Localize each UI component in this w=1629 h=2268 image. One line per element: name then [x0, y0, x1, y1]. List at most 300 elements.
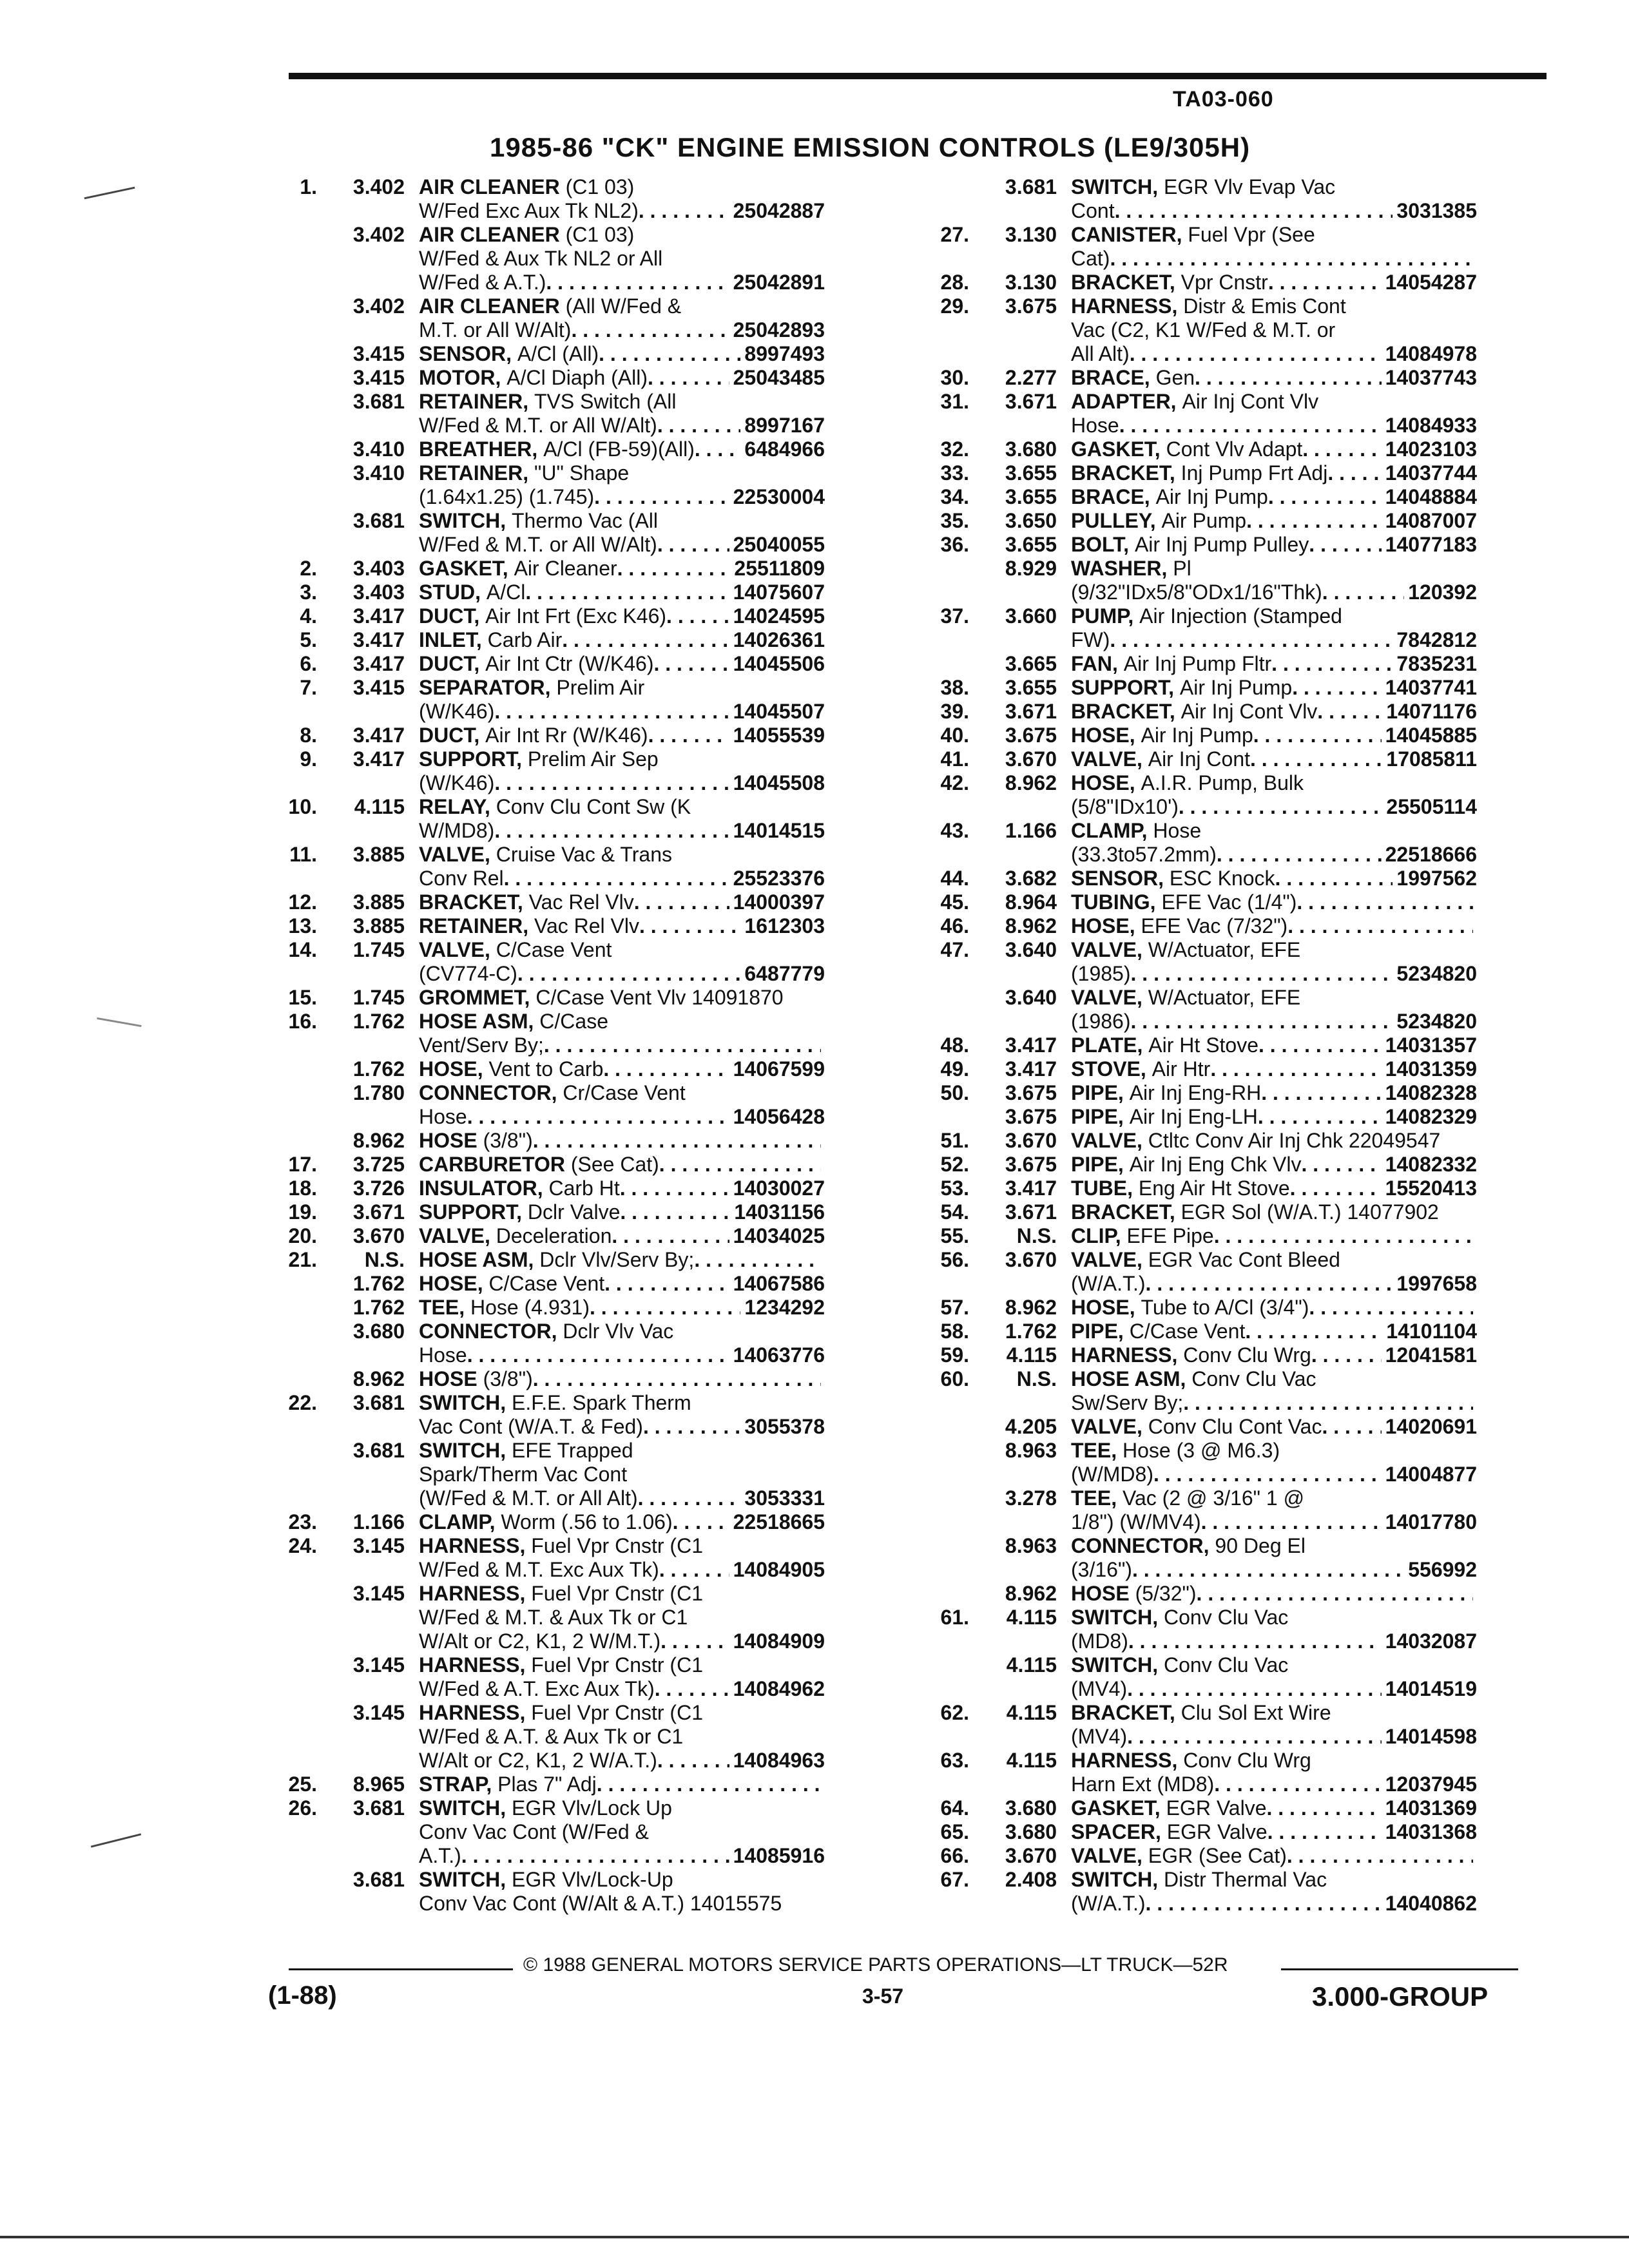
part-entry — [918, 1749, 1477, 1796]
part-description — [419, 652, 825, 676]
group-code: 3.681 — [352, 509, 405, 532]
parts-column-right — [918, 175, 1477, 1916]
part-number: 14055539 — [733, 724, 825, 747]
ref-number: 41. — [940, 747, 969, 771]
ref-number: 13. — [288, 914, 317, 937]
leader-dots — [1214, 1224, 1473, 1248]
part-description — [1071, 700, 1477, 724]
part-number: 14085916 — [733, 1844, 825, 1867]
part-entry — [265, 1081, 825, 1129]
ref-number: 27. — [940, 223, 969, 246]
description-line: Hose (4.931) — [470, 1296, 590, 1319]
part-entry — [918, 652, 1477, 676]
part-entry — [918, 557, 1477, 604]
group-code: 3.403 — [352, 557, 405, 580]
group-code: 8.964 — [1005, 890, 1057, 914]
group-code: 3.725 — [352, 1153, 405, 1176]
ref-number: 47. — [940, 938, 969, 961]
part-number: 1997562 — [1396, 867, 1477, 890]
part-description — [1071, 1367, 1477, 1415]
leader-dots — [1132, 1558, 1404, 1582]
leader-dots — [612, 1224, 729, 1248]
group-code: 8.962 — [1005, 914, 1057, 937]
part-description — [419, 1153, 825, 1177]
part-description — [419, 1320, 825, 1367]
description-line: Gen — [1155, 366, 1195, 389]
part-number: 22518666 — [1385, 843, 1477, 866]
leader-dots — [1311, 1343, 1382, 1367]
group-code: 4.115 — [1006, 1606, 1057, 1629]
ref-number: 61. — [940, 1606, 969, 1629]
group-code: 3.682 — [1005, 867, 1057, 890]
group-code: 3.681 — [352, 1868, 405, 1891]
description-line: C/Case Vent Vlv 14091870 — [535, 986, 784, 1009]
leader-dots — [620, 1177, 729, 1200]
part-number: 14054287 — [1385, 271, 1477, 294]
part-name: VALVE, — [419, 938, 490, 961]
part-description — [419, 1701, 825, 1773]
ref-number: 49. — [940, 1057, 969, 1081]
part-number: 25042893 — [733, 318, 825, 341]
ref-number: 65. — [940, 1820, 969, 1843]
part-name: PLATE, — [1071, 1033, 1143, 1057]
part-description — [419, 1248, 825, 1272]
description-line: Air Htr — [1152, 1057, 1211, 1081]
part-entry — [265, 676, 825, 724]
ref-number: 46. — [940, 914, 969, 937]
leader-dots — [1115, 199, 1393, 223]
group-code: 4.115 — [354, 795, 405, 818]
part-entry — [265, 1653, 825, 1701]
ref-number: 30. — [940, 366, 969, 389]
part-name: PULLEY, — [1071, 509, 1156, 532]
part-entry — [918, 1701, 1477, 1749]
group-code: 3.640 — [1005, 938, 1057, 961]
ref-number: 63. — [940, 1749, 969, 1772]
part-name: DUCT, — [419, 724, 480, 747]
part-entry — [265, 581, 825, 604]
group-code: 3.675 — [1005, 1105, 1057, 1128]
ref-number: 3. — [300, 581, 317, 604]
description-line: (C1 03) — [565, 223, 635, 246]
description-line: Conv Clu Cont Vac — [1148, 1415, 1322, 1438]
part-description — [1071, 1796, 1477, 1820]
ref-number: 48. — [940, 1033, 969, 1057]
ref-number: 29. — [940, 294, 969, 318]
part-entry — [265, 986, 825, 1010]
description-line: W/Actuator, EFE — [1148, 938, 1301, 961]
part-entry — [918, 509, 1477, 533]
group-code: 3.130 — [1005, 223, 1057, 246]
part-entry — [918, 1105, 1477, 1129]
copyright-notice: © 1988 GENERAL MOTORS SERVICE PARTS OPERATIONS—LT TRUCK—52R — [523, 1954, 1228, 1975]
group-code: 1.762 — [352, 1057, 405, 1081]
part-name: TEE, — [1071, 1439, 1117, 1462]
part-name: HARNESS, — [1071, 1749, 1178, 1772]
part-description — [419, 437, 825, 461]
leader-dots — [634, 890, 729, 914]
part-number: 14020691 — [1385, 1415, 1477, 1438]
leader-dots — [594, 485, 729, 509]
part-number: 120392 — [1408, 581, 1477, 604]
part-name: AIR CLEANER — [419, 223, 560, 246]
part-entry — [265, 1510, 825, 1534]
leader-dots — [1127, 1725, 1382, 1749]
group-code: 3.278 — [1005, 1486, 1057, 1510]
description-line: (5/32") — [1135, 1582, 1197, 1605]
description-line: Air Inj Pump Pulley — [1134, 533, 1309, 556]
group-code: 3.671 — [1005, 700, 1057, 723]
part-description — [419, 986, 825, 1010]
part-entry — [918, 1486, 1477, 1534]
scan-mark — [97, 1017, 141, 1027]
part-description — [419, 1177, 825, 1200]
part-description — [1071, 366, 1477, 390]
part-number: 14056428 — [733, 1105, 825, 1128]
group-code: 2.277 — [1005, 366, 1057, 389]
part-description — [1071, 1606, 1477, 1653]
part-entry — [918, 1439, 1477, 1486]
part-entry — [265, 509, 825, 557]
part-number: 14037743 — [1385, 366, 1477, 389]
description-line: (All W/Fed & — [565, 294, 682, 318]
leader-dots — [517, 962, 741, 986]
part-number: 14014519 — [1385, 1677, 1477, 1700]
leader-dots — [1250, 747, 1382, 771]
part-number — [782, 1892, 786, 1916]
part-number: 14045507 — [733, 700, 825, 723]
description-line: (1.64x1.25) (1.745) — [419, 485, 595, 508]
description-line: Clu Sol Ext Wire — [1181, 1701, 1331, 1724]
group-code: 3.680 — [1005, 1796, 1057, 1820]
leader-dots — [525, 581, 729, 604]
part-entry — [918, 1534, 1477, 1582]
part-entry — [918, 1200, 1477, 1224]
part-entry — [918, 1796, 1477, 1820]
ref-number: 5. — [300, 628, 317, 651]
part-description — [1071, 485, 1477, 509]
part-name: RETAINER, — [419, 461, 529, 485]
part-number: 14063776 — [733, 1343, 825, 1367]
part-name: BRACE, — [1071, 366, 1150, 389]
part-number: 1997658 — [1396, 1272, 1477, 1295]
description-line: Air Inj Eng-LH — [1129, 1105, 1258, 1128]
description-line: Cruise Vac & Trans — [496, 843, 672, 866]
part-description — [1071, 724, 1477, 747]
part-number — [1473, 1296, 1477, 1320]
ref-number: 50. — [940, 1081, 969, 1104]
ref-number: 7. — [300, 676, 317, 699]
part-number: 14023103 — [1385, 437, 1477, 461]
part-number: 14084978 — [1385, 342, 1477, 365]
description-line: (W/MD8) — [1071, 1463, 1153, 1486]
part-number — [1473, 1844, 1477, 1868]
description-line: Air Injection (Stamped — [1139, 604, 1342, 628]
description-line: Vac Cont (W/A.T. & Fed) — [419, 1415, 643, 1438]
leader-dots — [1322, 581, 1404, 604]
part-number: 14045506 — [733, 652, 825, 675]
leader-dots — [643, 1415, 740, 1439]
part-description — [1071, 1153, 1477, 1177]
part-name: HOSE — [419, 1129, 477, 1152]
group-code: 3.671 — [1005, 390, 1057, 413]
description-line: Air Pump — [1161, 509, 1247, 532]
description-line: EGR (See Cat) — [1148, 1844, 1287, 1867]
description-line: EFE Vac (7/32") — [1141, 914, 1288, 937]
description-line: Air Inj Pump — [1179, 676, 1293, 699]
part-entry — [918, 1367, 1477, 1415]
description-line: Vac (2 @ 3/16" 1 @ — [1123, 1486, 1305, 1510]
description-line: Conv Clu Cont Sw (K — [496, 795, 691, 818]
part-description — [1071, 223, 1477, 271]
leader-dots — [562, 628, 729, 652]
part-entry — [918, 676, 1477, 700]
description-line: W/Fed & A.T. & Aux Tk or C1 — [419, 1725, 684, 1748]
description-line: EGR Vlv/Lock-Up — [511, 1868, 673, 1891]
part-name: RELAY, — [419, 795, 490, 818]
part-number: 15520413 — [1385, 1177, 1477, 1200]
part-description — [419, 747, 825, 795]
part-entry — [265, 604, 825, 628]
part-description — [419, 1439, 825, 1510]
part-number: 14014515 — [733, 819, 825, 842]
ref-number: 56. — [940, 1248, 969, 1271]
part-name: SEPARATOR, — [419, 676, 551, 699]
group-code: 3.681 — [352, 390, 405, 413]
group-code: 3.410 — [352, 437, 405, 461]
group-code: 8.962 — [1005, 1582, 1057, 1605]
part-number — [821, 1033, 825, 1057]
part-number: 1234292 — [744, 1296, 825, 1319]
part-description — [419, 1510, 825, 1534]
part-entry — [265, 1010, 825, 1057]
part-entry — [918, 1582, 1477, 1606]
group-code: 3.655 — [1005, 676, 1057, 699]
part-name: WASHER, — [1071, 557, 1168, 580]
part-entry — [918, 1057, 1477, 1081]
part-name: CONNECTOR, — [419, 1081, 557, 1104]
description-line: (3/8") — [483, 1129, 533, 1152]
part-number: 14084933 — [1385, 414, 1477, 437]
ref-number: 18. — [288, 1177, 317, 1200]
document-code: TA03-060 — [1173, 87, 1274, 111]
description-line: Air Inj Pump Fltr — [1123, 652, 1272, 675]
ref-number: 60. — [940, 1367, 969, 1390]
leader-dots — [597, 1773, 821, 1796]
part-name: CLAMP, — [1071, 819, 1148, 842]
group-code: 1.745 — [352, 986, 405, 1009]
description-line: Air Inj Cont — [1148, 747, 1250, 771]
part-name: GASKET, — [1071, 1796, 1161, 1820]
part-description — [419, 1010, 825, 1057]
description-line: FW) — [1071, 628, 1110, 651]
description-line: Cont — [1071, 199, 1115, 222]
description-line: Worm (.56 to 1.06) — [501, 1510, 673, 1533]
leader-dots — [1266, 1796, 1381, 1820]
leader-dots — [660, 1629, 729, 1653]
part-entry — [918, 533, 1477, 557]
group-code: 3.655 — [1005, 485, 1057, 508]
group-code: 3.681 — [1005, 175, 1057, 198]
part-description — [419, 1796, 825, 1868]
part-number: 14087007 — [1385, 509, 1477, 532]
ref-number: 2. — [300, 557, 317, 580]
part-name: SPACER, — [1071, 1820, 1161, 1843]
part-name: RETAINER, — [419, 390, 529, 413]
leader-dots — [494, 700, 729, 724]
group-code: 3.670 — [1005, 1248, 1057, 1271]
group-code: 4.115 — [1006, 1749, 1057, 1772]
ref-number: 55. — [940, 1224, 969, 1247]
part-description — [1071, 652, 1477, 676]
part-name: ADAPTER, — [1071, 390, 1177, 413]
part-description — [419, 1296, 825, 1320]
group-code: 3.680 — [1005, 1820, 1057, 1843]
part-entry — [918, 986, 1477, 1033]
part-number — [821, 1129, 825, 1153]
part-entry — [918, 604, 1477, 652]
part-description — [419, 1534, 825, 1582]
part-name: SWITCH, — [1071, 1868, 1159, 1891]
part-number: 25040055 — [733, 533, 825, 556]
part-description — [1071, 1534, 1477, 1582]
part-name: HARNESS, — [419, 1534, 526, 1557]
description-line: C/Case Vent — [1129, 1320, 1246, 1343]
ref-number: 22. — [288, 1391, 317, 1414]
description-line: Air Ht Stove — [1148, 1033, 1259, 1057]
leader-dots — [657, 533, 729, 557]
leader-dots — [533, 1367, 821, 1391]
group-code: 4.205 — [1005, 1415, 1057, 1438]
part-description — [1071, 1224, 1477, 1248]
description-line: C/Case Vent — [488, 1272, 605, 1295]
part-number — [1439, 1200, 1443, 1224]
part-number: 25042887 — [733, 199, 825, 222]
group-code: 3.650 — [1005, 509, 1057, 532]
part-name: VALVE, — [1071, 986, 1142, 1009]
part-number: 14030027 — [733, 1177, 825, 1200]
part-number: 556992 — [1408, 1558, 1477, 1581]
group-code: 3.415 — [352, 342, 405, 365]
part-number: 17085811 — [1386, 747, 1477, 771]
part-number: 14075607 — [733, 581, 825, 604]
part-name: SWITCH, — [1071, 1653, 1159, 1677]
description-line: W/MD8) — [419, 819, 495, 842]
part-entry — [265, 914, 825, 938]
group-code: 3.675 — [1005, 294, 1057, 318]
footer-rule-left — [289, 1968, 513, 1970]
part-description — [419, 890, 825, 914]
part-number: 14045508 — [733, 771, 825, 794]
part-description — [1071, 1105, 1477, 1129]
group-code: 3.675 — [1005, 724, 1057, 747]
group-code: 3.885 — [352, 914, 405, 937]
part-description — [1071, 938, 1477, 986]
part-name: SWITCH, — [419, 1796, 506, 1820]
description-line: A/Cl (FB-59)(All) — [543, 437, 695, 461]
part-name: VALVE, — [1071, 1129, 1142, 1152]
part-entry — [918, 366, 1477, 390]
description-line: Prelim Air Sep — [527, 747, 659, 771]
leader-dots — [659, 1558, 729, 1582]
leader-dots — [1197, 1582, 1473, 1606]
part-entry — [265, 724, 825, 747]
part-description — [1071, 1248, 1477, 1296]
description-line: Prelim Air — [556, 676, 645, 699]
leader-dots — [638, 1486, 741, 1510]
group-code: 3.726 — [352, 1177, 405, 1200]
group-code: 3.417 — [352, 747, 405, 771]
description-line: A.T.) — [419, 1844, 461, 1867]
part-entry — [265, 1224, 825, 1248]
part-entry — [265, 390, 825, 437]
part-description — [419, 795, 825, 843]
group-code: 3.415 — [352, 676, 405, 699]
part-description — [419, 223, 825, 294]
leader-dots — [1217, 843, 1382, 867]
leader-dots — [571, 318, 729, 342]
description-line: EGR Sol (W/A.T.) 14077902 — [1181, 1200, 1439, 1224]
description-line: EFE Trapped — [511, 1439, 633, 1462]
part-entry — [265, 1534, 825, 1582]
part-entry — [918, 1153, 1477, 1177]
part-number: 5234820 — [1396, 962, 1477, 985]
ref-number: 28. — [940, 271, 969, 294]
description-line: Tube to A/Cl (3/4") — [1141, 1296, 1309, 1319]
part-number: 14048884 — [1385, 485, 1477, 508]
leader-dots — [639, 914, 740, 938]
ref-number: 25. — [288, 1773, 317, 1796]
part-number — [821, 1773, 825, 1796]
group-code: 3.417 — [352, 628, 405, 651]
ref-number: 35. — [940, 509, 969, 532]
description-line: (C1 03) — [565, 175, 635, 198]
description-line: Cat) — [1071, 247, 1110, 270]
leader-dots — [1110, 628, 1393, 652]
description-line: W/Fed & M.T. or All W/Alt) — [419, 533, 657, 556]
part-description — [1071, 1701, 1477, 1749]
part-description — [1071, 676, 1477, 700]
part-name: SWITCH, — [419, 1391, 506, 1414]
part-number — [784, 986, 787, 1010]
part-number — [1473, 890, 1477, 914]
part-description — [419, 1200, 825, 1224]
part-entry — [265, 342, 825, 366]
description-line: Fuel Vpr Cnstr (C1 — [531, 1534, 703, 1557]
part-name: TUBE, — [1071, 1177, 1133, 1200]
leader-dots — [590, 1296, 740, 1320]
description-line: Vent/Serv By; — [419, 1033, 544, 1057]
group-code: 4.115 — [1006, 1653, 1057, 1677]
part-entry — [918, 1248, 1477, 1296]
description-line: (3/8") — [483, 1367, 533, 1390]
part-entry — [918, 1177, 1477, 1200]
ref-number: 31. — [940, 390, 969, 413]
part-number: 12037945 — [1385, 1773, 1477, 1796]
ref-number: 4. — [300, 604, 317, 628]
part-entry — [265, 1248, 825, 1272]
part-name: HARNESS, — [1071, 294, 1178, 318]
part-entry — [265, 1272, 825, 1296]
part-name: CONNECTOR, — [1071, 1534, 1210, 1557]
leader-dots — [494, 819, 729, 843]
part-number: 14082332 — [1385, 1153, 1477, 1176]
part-number: 14067586 — [733, 1272, 825, 1295]
ref-number: 16. — [288, 1010, 317, 1033]
part-name: HOSE ASM, — [419, 1010, 534, 1033]
part-name: SWITCH, — [419, 509, 506, 532]
description-line: A/Cl — [486, 581, 526, 604]
